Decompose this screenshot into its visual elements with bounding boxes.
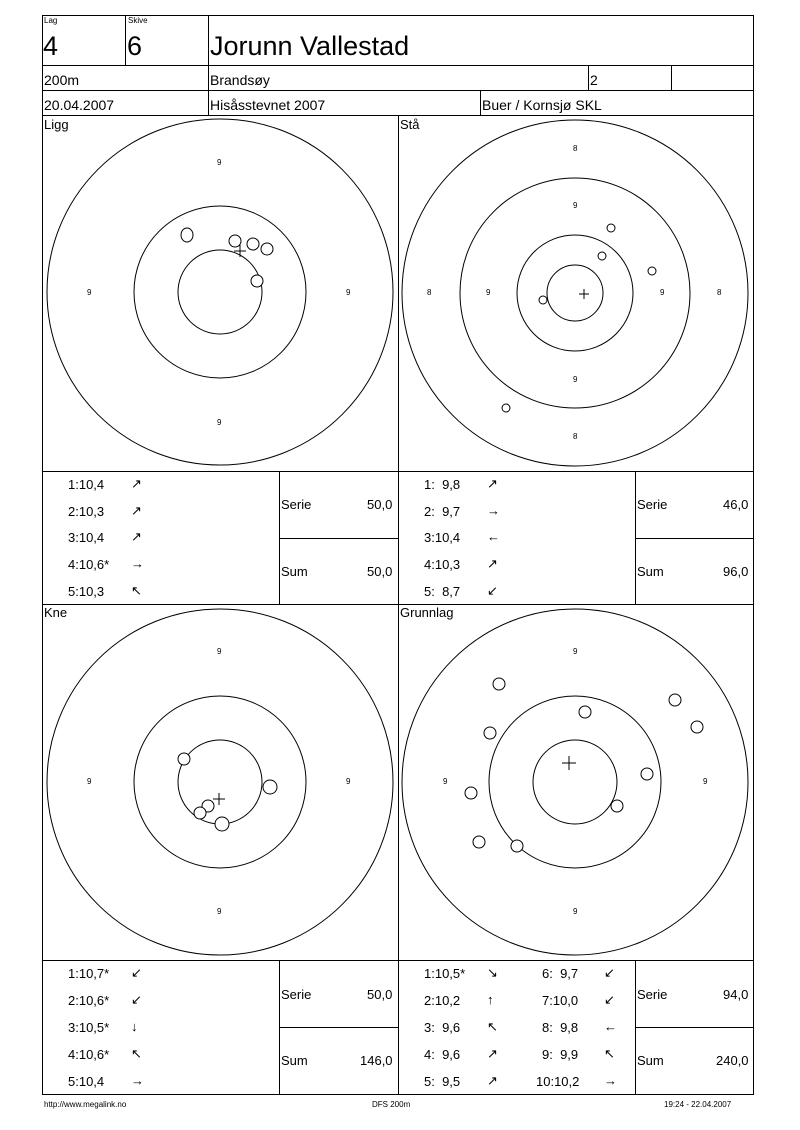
ring-label: 9 xyxy=(87,777,92,786)
shot-hole xyxy=(611,800,623,812)
shot-hole xyxy=(194,807,206,819)
lag-value: 4 xyxy=(43,31,59,61)
shot-score: 2:10,2 xyxy=(424,993,461,1008)
sum-label: Sum xyxy=(281,1053,308,1068)
class: 2 xyxy=(590,72,598,88)
shot-hole xyxy=(181,228,193,242)
shot-score: 6: 9,7 xyxy=(542,966,579,981)
shot-hole xyxy=(484,727,496,739)
serie-value: 50,0 xyxy=(367,497,393,512)
serie-value: 94,0 xyxy=(723,987,749,1002)
shot-hole xyxy=(502,404,510,412)
serie-label: Serie xyxy=(281,497,312,512)
distance: 200m xyxy=(44,72,80,88)
shot-hole xyxy=(263,780,277,794)
shot-hole xyxy=(641,768,653,780)
club: Brandsøy xyxy=(210,72,270,88)
skive-value: 6 xyxy=(127,31,143,61)
sum-value: 240,0 xyxy=(716,1053,749,1068)
serie-value: 46,0 xyxy=(723,497,749,512)
shot-direction-icon: → xyxy=(604,1073,617,1088)
shot-score: 3: 9,6 xyxy=(424,1020,461,1035)
shot-direction-icon: ↙ xyxy=(487,583,498,598)
shot-score: 5: 9,5 xyxy=(424,1074,461,1089)
shot-score: 5:10,3 xyxy=(68,584,105,599)
shot-score: 2:10,6* xyxy=(68,993,110,1008)
shot-hole xyxy=(465,787,477,799)
serie-label: Serie xyxy=(281,987,312,1002)
ring-label: 9 xyxy=(217,158,222,167)
panel-divider xyxy=(279,1027,398,1028)
shot-hole xyxy=(215,817,229,831)
ring-label: 8 xyxy=(427,288,432,297)
header-divider xyxy=(671,65,672,90)
shot-hole xyxy=(607,224,615,232)
ring xyxy=(547,265,603,321)
event-name: Hisåsstevnet 2007 xyxy=(210,97,326,113)
panel-divider xyxy=(635,538,754,539)
sum-value: 146,0 xyxy=(360,1053,393,1068)
shot-hole xyxy=(229,235,241,247)
shot-score: 8: 9,8 xyxy=(542,1020,579,1035)
lag-label: Lag xyxy=(44,16,58,25)
ring-label: 9 xyxy=(573,201,578,210)
date: 20.04.2007 xyxy=(44,97,115,113)
ring-label: 9 xyxy=(346,777,351,786)
header-divider xyxy=(480,90,481,115)
serie-label: Serie xyxy=(637,987,668,1002)
ring-label: 9 xyxy=(443,777,448,786)
shot-score: 7:10,0 xyxy=(542,993,579,1008)
serie-value: 50,0 xyxy=(367,987,393,1002)
shot-direction-icon: ↖ xyxy=(131,1046,142,1061)
panel-divider xyxy=(635,1027,754,1028)
sum-label: Sum xyxy=(281,564,308,579)
serie-label: Serie xyxy=(637,497,668,512)
footer-url[interactable]: http://www.megalink.no xyxy=(44,1100,127,1109)
shot-score: 1: 9,8 xyxy=(424,477,461,492)
shot-score: 4:10,6* xyxy=(68,1047,110,1062)
panel-divider xyxy=(42,471,754,472)
ring-label: 8 xyxy=(573,144,578,153)
shot-hole xyxy=(669,694,681,706)
shot-score: 1:10,4 xyxy=(68,477,105,492)
shot-score: 3:10,4 xyxy=(424,530,461,545)
shot-direction-icon: ↙ xyxy=(131,992,142,1007)
sum-value: 50,0 xyxy=(367,564,393,579)
ring-label: 9 xyxy=(486,288,491,297)
shot-direction-icon: ↗ xyxy=(131,529,142,544)
ring-label: 9 xyxy=(573,375,578,384)
ring xyxy=(134,696,306,868)
shot-hole xyxy=(493,678,505,690)
ring xyxy=(134,206,306,378)
shot-score: 4:10,6* xyxy=(68,557,110,572)
ring-label: 8 xyxy=(573,432,578,441)
shot-hole xyxy=(539,296,547,304)
shot-direction-icon: ↖ xyxy=(487,1019,498,1034)
ring xyxy=(533,740,617,824)
shot-hole xyxy=(511,840,523,852)
shot-hole xyxy=(598,252,606,260)
shot-score: 4:10,3 xyxy=(424,557,461,572)
shot-hole xyxy=(178,753,190,765)
shot-hole xyxy=(473,836,485,848)
panel-title-grunnlag: Grunnlag xyxy=(400,605,454,620)
shot-direction-icon: → xyxy=(131,1073,144,1088)
ring-label: 8 xyxy=(717,288,722,297)
ring-label: 9 xyxy=(217,907,222,916)
shot-direction-icon: ↗ xyxy=(487,556,498,571)
shot-score: 1:10,5* xyxy=(424,966,466,981)
panel-divider xyxy=(279,538,398,539)
shot-direction-icon: → xyxy=(131,556,144,571)
header-divider xyxy=(42,65,754,66)
shot-hole xyxy=(579,706,591,718)
shot-hole xyxy=(251,275,263,287)
shot-direction-icon: ↖ xyxy=(604,1046,615,1061)
panel-title-sta: Stå xyxy=(400,117,420,132)
shot-direction-icon: ↘ xyxy=(487,965,498,980)
sum-value: 96,0 xyxy=(723,564,749,579)
footer-system: DFS 200m xyxy=(372,1100,411,1109)
shot-direction-icon: ↗ xyxy=(487,1046,498,1061)
shot-direction-icon: ↙ xyxy=(604,992,615,1007)
organizer: Buer / Kornsjø SKL xyxy=(482,97,602,113)
panel-divider xyxy=(42,960,754,961)
skive-label: Skive xyxy=(128,16,148,25)
ring-label: 9 xyxy=(660,288,665,297)
shot-score: 1:10,7* xyxy=(68,966,110,981)
ring-label: 9 xyxy=(217,647,222,656)
ring-label: 9 xyxy=(87,288,92,297)
shot-score: 10:10,2 xyxy=(536,1074,580,1089)
ring-label: 9 xyxy=(573,907,578,916)
shot-direction-icon: ↓ xyxy=(131,1019,138,1034)
header-divider xyxy=(588,65,589,90)
shot-score: 4: 9,6 xyxy=(424,1047,461,1062)
header-divider xyxy=(125,15,126,65)
ring-label: 9 xyxy=(703,777,708,786)
shot-score: 3:10,5* xyxy=(68,1020,110,1035)
shot-direction-icon: ↗ xyxy=(487,1073,498,1088)
shot-direction-icon: ↗ xyxy=(131,503,142,518)
ring-label: 9 xyxy=(217,418,222,427)
shot-score: 5:10,4 xyxy=(68,1074,105,1089)
shot-hole xyxy=(247,238,259,250)
shot-direction-icon: ← xyxy=(604,1019,617,1034)
shot-direction-icon: ↙ xyxy=(604,965,615,980)
ring xyxy=(47,119,393,465)
shot-direction-icon: ← xyxy=(487,529,500,544)
ring-label: 9 xyxy=(573,647,578,656)
shot-direction-icon: → xyxy=(487,503,500,518)
shot-hole xyxy=(261,243,273,255)
header-divider xyxy=(42,90,754,91)
shot-hole xyxy=(691,721,703,733)
shot-direction-icon: ↙ xyxy=(131,965,142,980)
ring xyxy=(400,117,748,466)
ring xyxy=(460,178,690,408)
shot-hole xyxy=(648,267,656,275)
shot-direction-icon: ↑ xyxy=(487,992,494,1007)
ring xyxy=(47,609,393,955)
ring xyxy=(178,740,262,824)
panel-title-kne: Kne xyxy=(44,605,68,620)
shot-direction-icon: ↖ xyxy=(131,583,142,598)
footer-timestamp: 19:24 - 22.04.2007 xyxy=(664,1100,732,1109)
ring xyxy=(517,235,633,351)
shot-score: 2: 9,7 xyxy=(424,504,461,519)
ring-label: 9 xyxy=(346,288,351,297)
shot-score: 9: 9,9 xyxy=(542,1047,579,1062)
target-sta xyxy=(398,115,754,471)
ring xyxy=(178,250,262,334)
shot-score: 5: 8,7 xyxy=(424,584,461,599)
shooter-name: Jorunn Vallestad xyxy=(210,31,410,61)
shot-score: 2:10,3 xyxy=(68,504,105,519)
shot-direction-icon: ↗ xyxy=(487,476,498,491)
shot-direction-icon: ↗ xyxy=(131,476,142,491)
ring xyxy=(402,609,748,955)
panel-title-ligg: Ligg xyxy=(44,117,69,132)
shot-score: 3:10,4 xyxy=(68,530,105,545)
sum-label: Sum xyxy=(637,564,664,579)
sum-label: Sum xyxy=(637,1053,664,1068)
